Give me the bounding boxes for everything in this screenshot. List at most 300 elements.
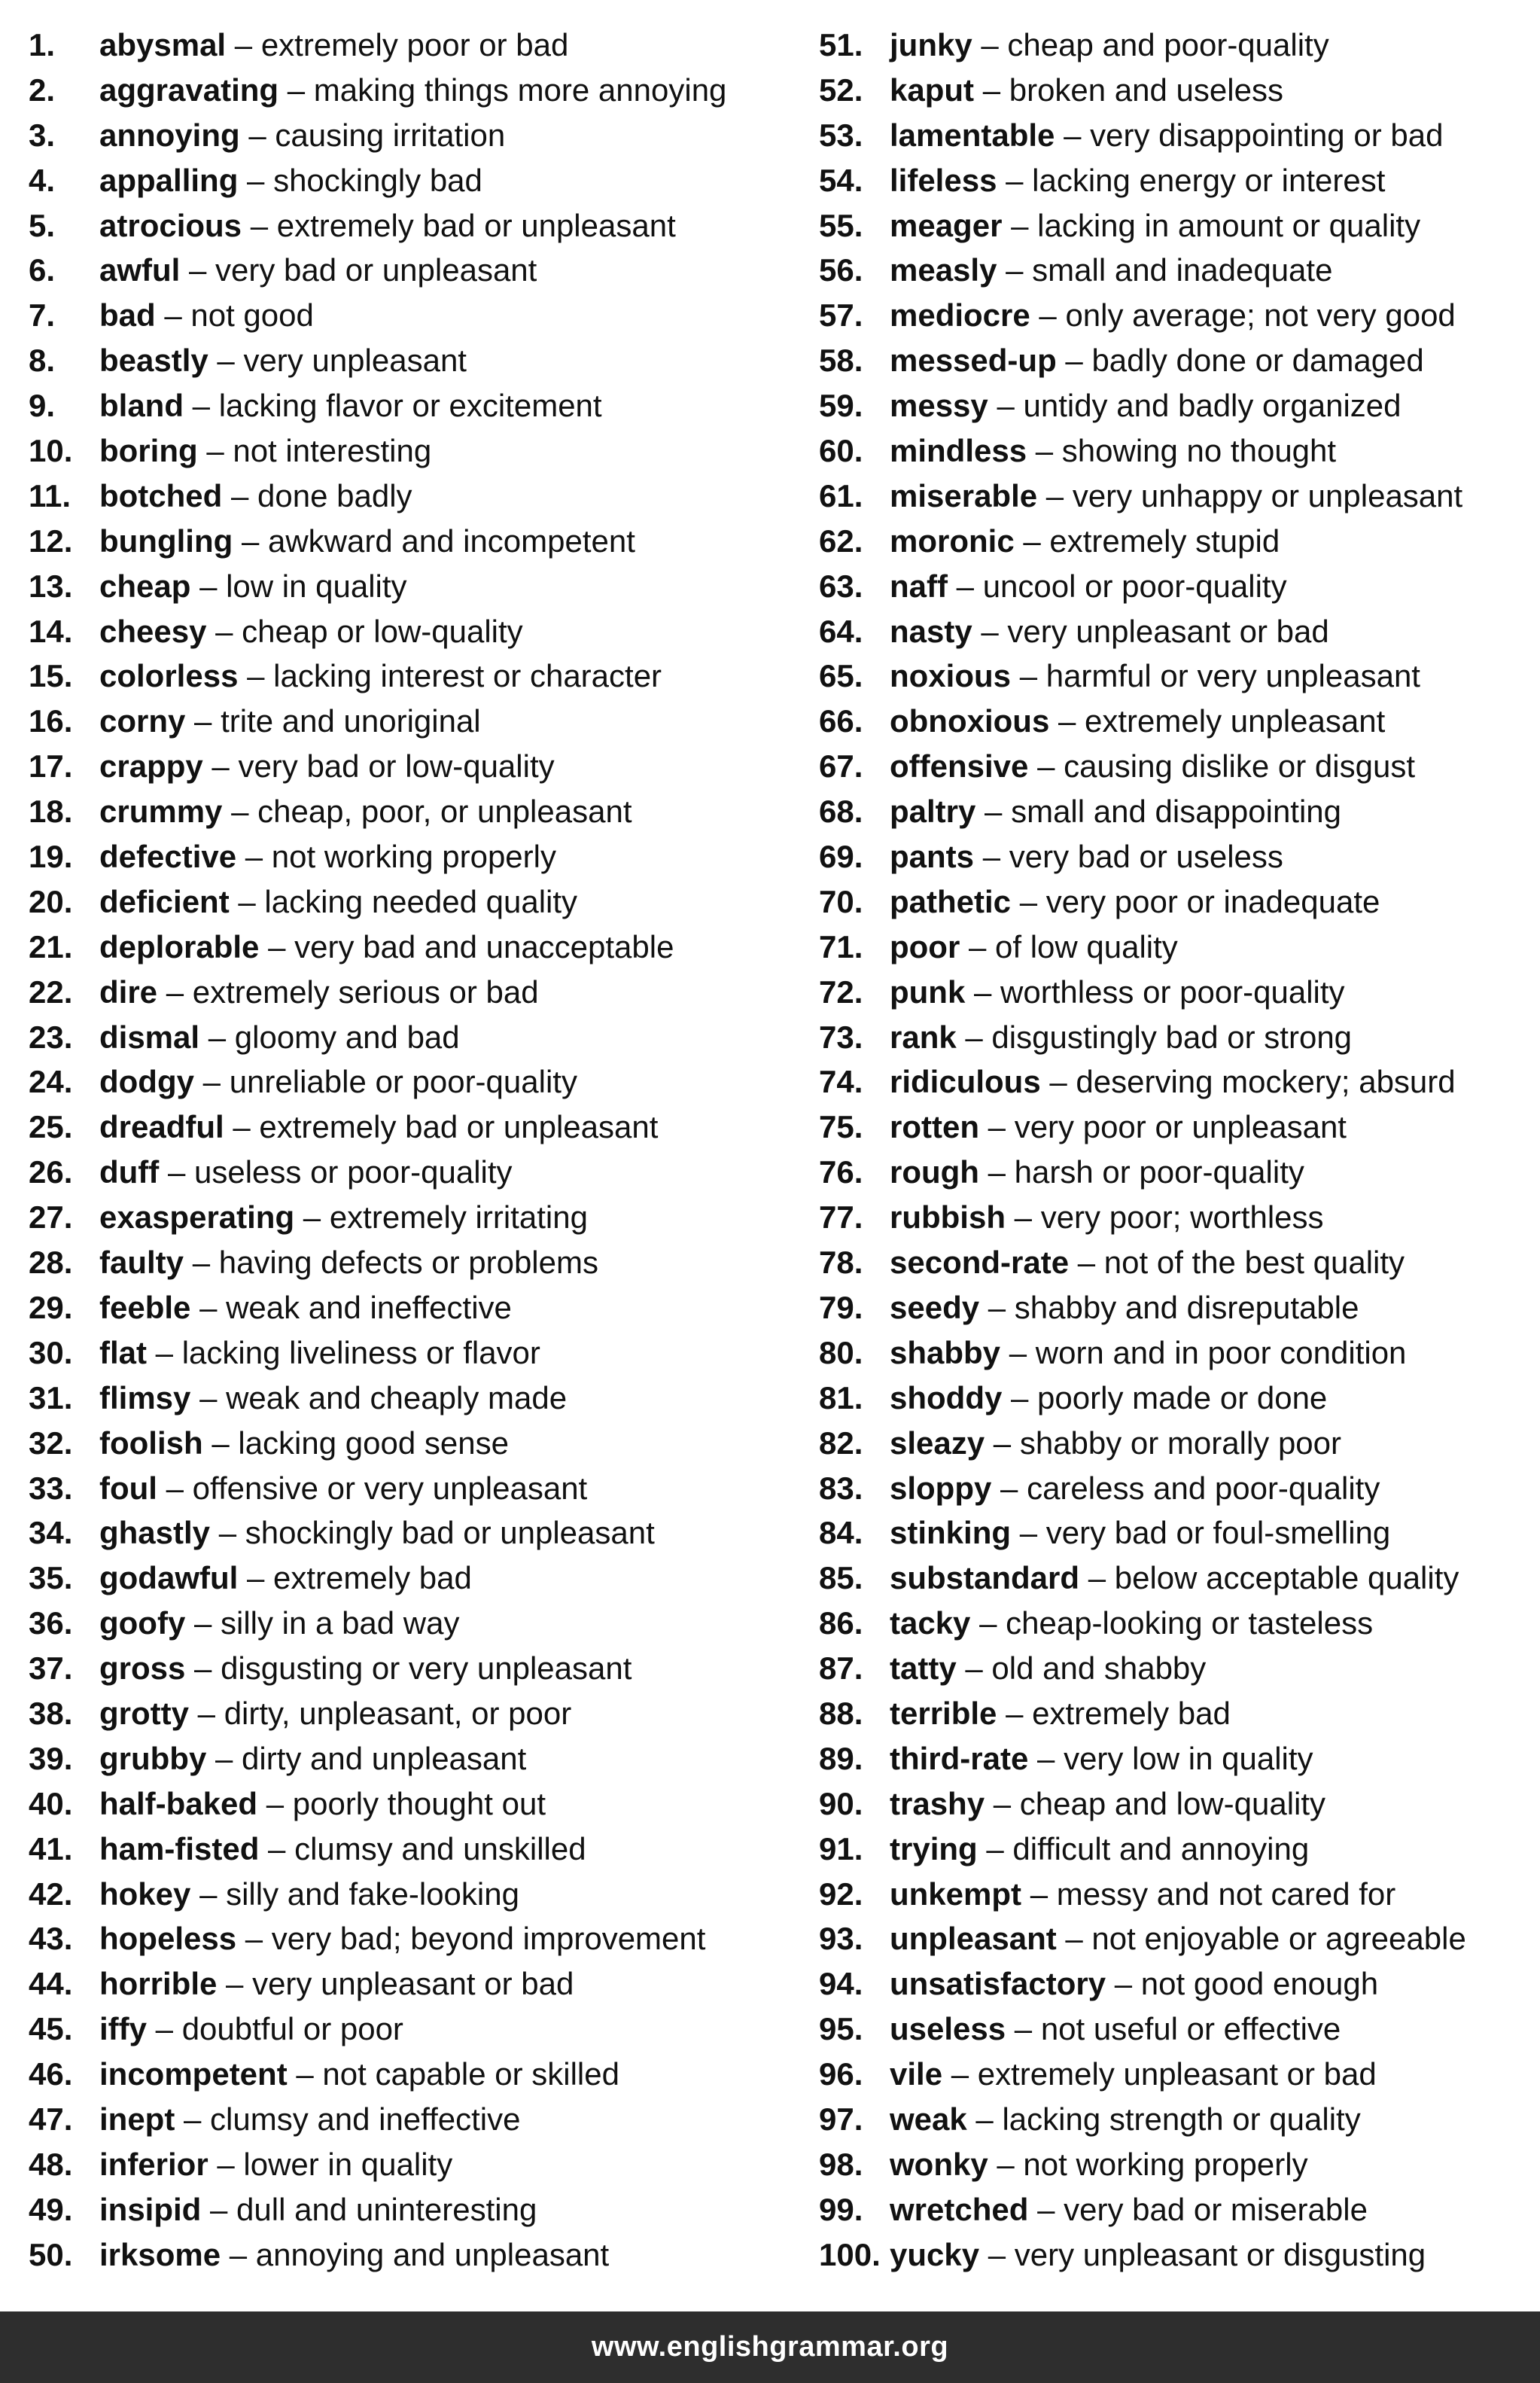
entry-separator: – [1006,252,1024,288]
entry-word: inferior [99,2146,208,2182]
entry-number: 18. [29,794,73,830]
word-entry [29,2007,781,2052]
word-entry [29,428,781,474]
entry-number: 38. [29,1695,73,1731]
word-entry [819,834,1534,879]
entry-separator: – [303,1199,321,1236]
entry-separator: – [231,477,249,513]
entry-definition: causing irritation [275,117,506,153]
entry-definition: annoying and unpleasant [255,2236,610,2272]
word-entry [819,744,1534,789]
entry-number: 5. [29,207,56,243]
word-entry [819,1736,1534,1781]
entry-separator: – [217,2146,235,2182]
entry-number: 33. [29,1470,73,1506]
word-entry [819,203,1534,248]
word-entry [819,1376,1534,1421]
entry-separator: – [993,1425,1012,1461]
entry-definition: broken and useless [1009,72,1283,108]
word-entry [819,2232,1534,2278]
entry-number: 65. [819,658,863,694]
entry-definition: not working properly [271,839,556,875]
entry-number: 32. [29,1425,73,1461]
entry-definition: lacking interest or character [273,658,662,694]
entry-number: 90. [819,1785,863,1821]
entry-word: hokey [99,1876,191,1912]
entry-word: third-rate [890,1740,1029,1776]
entry-definition: poorly made or done [1037,1379,1328,1415]
entry-definition: lacking strength or quality [1002,2101,1361,2137]
word-entry [819,2007,1534,2052]
entry-definition: dirty, unpleasant, or poor [224,1695,572,1731]
word-entry [29,1691,781,1736]
word-entry [819,23,1534,68]
entry-number: 55. [819,207,863,243]
entry-definition: causing dislike or disgust [1064,748,1415,785]
word-entry [29,1240,781,1285]
word-entry [29,1105,781,1150]
word-entry [29,113,781,158]
entry-number: 21. [29,928,73,964]
word-entry [819,1330,1534,1376]
entry-definition: weak and cheaply made [226,1379,568,1415]
word-entry [819,1240,1534,1285]
entry-word: substandard [890,1560,1080,1596]
entry-separator: – [981,613,999,649]
entry-separator: – [1049,1064,1067,1100]
entry-number: 49. [29,2191,73,2227]
entry-separator: – [215,613,233,649]
entry-separator: – [1006,1695,1024,1731]
entry-number: 37. [29,1650,73,1687]
entry-separator: – [988,1154,1006,1190]
word-entry [29,23,781,68]
entry-number: 80. [819,1334,863,1370]
entry-word: annoying [99,117,240,153]
entry-definition: awkward and incompetent [267,523,635,559]
entry-word: yucky [890,2236,980,2272]
entry-word: meager [890,207,1003,243]
word-entry [819,1105,1534,1150]
entry-number: 74. [819,1064,863,1100]
entry-definition: below acceptable quality [1114,1560,1459,1596]
word-entry [819,1781,1534,1827]
word-entry [819,2187,1534,2232]
word-entry [819,789,1534,834]
entry-word: weak [890,2101,967,2137]
entry-separator: – [231,794,249,830]
entry-word: noxious [890,658,1012,694]
entry-word: offensive [890,748,1029,785]
entry-number: 58. [819,343,863,379]
entry-definition: trite and unoriginal [221,703,481,739]
entry-definition: messy and not cared for [1056,1876,1396,1912]
word-entry [29,834,781,879]
entry-definition: lacking in amount or quality [1037,207,1421,243]
entry-definition: not of the best quality [1103,1245,1405,1281]
entry-number: 15. [29,658,73,694]
word-entry [819,1646,1534,1691]
entry-word: messy [890,388,988,424]
entry-number: 34. [29,1515,73,1551]
entry-word: lamentable [890,117,1055,153]
entry-definition: poorly thought out [292,1785,546,1821]
entry-word: stinking [890,1515,1012,1551]
entry-separator: – [233,1109,251,1145]
entry-number: 20. [29,883,73,919]
entry-definition: extremely bad or unpleasant [259,1109,659,1145]
word-entry [29,338,781,383]
entry-separator: – [194,1650,212,1687]
entry-word: bungling [99,523,233,559]
entry-definition: clumsy and ineffective [210,2101,521,2137]
entry-word: flat [99,1334,147,1370]
entry-number: 63. [819,568,863,604]
entry-definition: worthless or poor-quality [1000,974,1345,1010]
entry-word: punk [890,974,966,1010]
entry-word: faulty [99,1245,184,1281]
entry-definition: silly and fake-looking [226,1876,519,1912]
entry-separator: – [981,27,999,62]
word-entry [819,879,1534,925]
entry-number: 7. [29,297,56,334]
entry-separator: – [192,388,211,424]
entry-definition: having defects or problems [218,1245,598,1281]
entry-word: botched [99,477,223,513]
entry-word: nasty [890,613,972,649]
entry-definition: harsh or poor-quality [1014,1154,1304,1190]
entry-separator: – [212,1425,230,1461]
entry-word: messed-up [890,343,1057,379]
entry-definition: silly in a bad way [221,1605,460,1641]
entry-separator: – [1009,1334,1027,1370]
entry-number: 48. [29,2146,73,2182]
entry-word: awful [99,252,181,288]
entry-separator: – [197,1695,216,1731]
entry-definition: lacking liveliness or flavor [181,1334,540,1370]
word-list-right-column [819,23,1534,2278]
entry-word: crummy [99,794,223,830]
entry-definition: not working properly [1023,2146,1308,2182]
entry-separator: – [986,1830,1004,1866]
word-entry [819,2097,1534,2142]
word-entry [819,1556,1534,1601]
entry-separator: – [194,703,212,739]
entry-separator: – [247,658,265,694]
entry-separator: – [1030,1876,1048,1912]
entry-word: inept [99,2101,175,2137]
entry-number: 95. [819,2011,863,2047]
entry-word: miserable [890,477,1038,513]
entry-separator: – [1000,1470,1018,1506]
entry-word: rank [890,1019,957,1055]
entry-word: bland [99,388,184,424]
entry-word: poor [890,928,960,964]
entry-separator: – [212,748,230,785]
entry-word: ham-fisted [99,1830,260,1866]
footer-bar [0,2311,1540,2383]
entry-number: 88. [819,1695,863,1731]
entry-number: 2. [29,72,56,108]
word-entry [819,1510,1534,1556]
entry-separator: – [1058,703,1076,739]
entry-number: 81. [819,1379,863,1415]
entry-definition: small and disappointing [1011,794,1342,830]
entry-definition: very bad or low-quality [238,748,555,785]
entry-definition: offensive or very unpleasant [192,1470,588,1506]
entry-definition: doubtful or poor [181,2011,403,2047]
entry-separator: – [218,1515,237,1551]
entry-number: 16. [29,703,73,739]
entry-number: 50. [29,2236,73,2272]
entry-word: rough [890,1154,979,1190]
entry-word: wonky [890,2146,988,2182]
entry-separator: – [965,1019,983,1055]
entry-word: boring [99,433,198,469]
entry-definition: very poor or unpleasant [1014,1109,1347,1145]
entry-definition: shabby or morally poor [1019,1425,1342,1461]
entry-definition: extremely serious or bad [192,974,539,1010]
entry-separator: – [193,1605,212,1641]
entry-word: tatty [890,1650,957,1687]
word-entry [29,474,781,519]
word-entry [819,2052,1534,2097]
word-entry [29,1601,781,1646]
word-entry [819,1150,1534,1195]
entry-separator: – [1037,2191,1055,2227]
entry-number: 14. [29,613,73,649]
word-entry [819,293,1534,338]
entry-number: 61. [819,477,863,513]
entry-number: 11. [29,477,72,513]
entry-word: gross [99,1650,186,1687]
entry-number: 72. [819,974,863,1010]
entry-number: 31. [29,1379,73,1415]
entry-separator: – [245,1921,263,1957]
entry-word: bad [99,297,156,334]
word-entry [29,1015,781,1060]
entry-separator: – [1035,433,1054,469]
word-entry [819,970,1534,1015]
word-entry [819,1872,1534,1917]
entry-number: 29. [29,1289,73,1325]
entry-word: horrible [99,1966,218,2002]
entry-number: 92. [819,1876,863,1912]
entry-separator: – [248,117,266,153]
entry-number: 35. [29,1560,73,1596]
entry-separator: – [1011,1379,1029,1415]
entry-number: 25. [29,1109,73,1145]
entry-word: exasperating [99,1199,295,1236]
entry-separator: – [1064,117,1082,153]
entry-number: 1. [29,27,56,62]
entry-number: 53. [819,117,863,153]
entry-separator: – [192,1245,211,1281]
entry-definition: shockingly bad [273,162,482,198]
entry-word: unkempt [890,1876,1022,1912]
word-entry [29,2142,781,2187]
entry-word: kaput [890,72,975,108]
entry-separator: – [241,523,260,559]
entry-word: half-baked [99,1785,258,1821]
word-entry [819,925,1534,970]
entry-word: paltry [890,794,976,830]
entry-number: 57. [819,297,863,334]
entry-separator: – [155,2011,174,2047]
entry-word: mediocre [890,297,1030,334]
footer-url[interactable]: www.englishgrammar.org [591,2331,949,2363]
entry-definition: careless and poor-quality [1027,1470,1380,1506]
entry-number: 9. [29,388,56,424]
entry-definition: not good [190,297,314,334]
entry-definition: not good enough [1140,1966,1379,2002]
entry-number: 94. [819,1966,863,2002]
word-entry [819,1195,1534,1240]
entry-separator: – [988,1289,1006,1325]
entry-number: 23. [29,1019,73,1055]
entry-number: 10. [29,433,73,469]
word-entry [819,1916,1534,1961]
entry-word: foul [99,1470,157,1506]
entry-number: 75. [819,1109,863,1145]
word-entry [819,519,1534,564]
entry-definition: cheap and poor-quality [1007,27,1329,62]
entry-word: deficient [99,883,230,919]
entry-number: 36. [29,1605,73,1641]
entry-word: dreadful [99,1109,224,1145]
entry-number: 67. [819,748,863,785]
entry-word: cheap [99,568,191,604]
entry-definition: extremely stupid [1049,523,1280,559]
entry-separator: – [206,433,224,469]
entry-separator: – [1014,2011,1033,2047]
word-entry [819,1601,1534,1646]
word-entry [819,1421,1534,1466]
entry-word: corny [99,703,186,739]
entry-separator: – [234,27,253,62]
entry-definition: cheap and low-quality [1019,1785,1326,1821]
entry-number: 91. [819,1830,863,1866]
entry-number: 39. [29,1740,73,1776]
entry-word: terrible [890,1695,997,1731]
entry-definition: extremely unpleasant [1085,703,1386,739]
entry-word: measly [890,252,997,288]
entry-word: pathetic [890,883,1012,919]
word-entry [819,564,1534,609]
entry-number: 70. [819,883,863,919]
entry-separator: – [199,1876,218,1912]
word-entry [29,2232,781,2278]
word-entry [29,1150,781,1195]
entry-separator: – [975,2101,994,2137]
entry-definition: extremely bad [273,1560,472,1596]
entry-number: 44. [29,1966,73,2002]
entry-definition: very poor or inadequate [1045,883,1380,919]
entry-number: 100. [819,2236,881,2272]
entry-word: colorless [99,658,239,694]
entry-separator: – [997,2146,1015,2182]
entry-definition: lacking flavor or excitement [218,388,602,424]
entry-separator: – [985,794,1003,830]
entry-definition: unreliable or poor-quality [229,1064,577,1100]
entry-number: 4. [29,162,56,198]
entry-number: 68. [819,794,863,830]
entry-word: shoddy [890,1379,1003,1415]
word-entry [29,1736,781,1781]
entry-definition: very unpleasant or bad [252,1966,574,2002]
entry-number: 99. [819,2191,863,2227]
entry-separator: – [208,1019,227,1055]
entry-number: 59. [819,388,863,424]
entry-word: second-rate [890,1245,1070,1281]
entry-word: flimsy [99,1379,191,1415]
word-entry [29,1376,781,1421]
entry-definition: very bad; beyond improvement [271,1921,706,1957]
word-entry [819,2142,1534,2187]
entry-number: 69. [819,839,863,875]
entry-number: 40. [29,1785,73,1821]
entry-separator: – [164,297,182,334]
entry-word: appalling [99,162,239,198]
entry-definition: useless or poor-quality [194,1154,513,1190]
entry-definition: very bad or miserable [1064,2191,1368,2227]
entry-separator: – [1039,297,1057,334]
word-entry [819,1466,1534,1511]
word-entry [29,699,781,744]
entry-word: duff [99,1154,160,1190]
entry-definition: very unpleasant or disgusting [1014,2236,1426,2272]
word-entry [29,158,781,203]
word-entry [819,699,1534,744]
entry-word: rotten [890,1109,979,1145]
entry-number: 47. [29,2101,73,2137]
entry-separator: – [1114,1966,1133,2002]
word-entry [29,1781,781,1827]
entry-definition: not interesting [233,433,432,469]
entry-separator: – [266,1785,285,1821]
entry-definition: very unpleasant or bad [1007,613,1329,649]
entry-word: lifeless [890,162,997,198]
entry-separator: – [1023,523,1041,559]
entry-definition: extremely bad [1032,1695,1231,1731]
entry-number: 46. [29,2056,73,2092]
entry-definition: not capable or skilled [322,2056,619,2092]
entry-separator: – [226,1966,244,2002]
entry-definition: extremely unpleasant or bad [977,2056,1377,2092]
entry-definition: shockingly bad or unpleasant [245,1515,655,1551]
word-entry [819,1285,1534,1330]
entry-definition: extremely irritating [329,1199,588,1236]
entry-definition: making things more annoying [313,72,727,108]
entry-separator: – [982,839,1001,875]
entry-word: goofy [99,1605,186,1641]
word-entry [29,68,781,113]
entry-separator: – [1077,1245,1096,1281]
entry-separator: – [1088,1560,1106,1596]
entry-definition: uncool or poor-quality [982,568,1287,604]
word-entry [29,654,781,699]
entry-word: hopeless [99,1921,237,1957]
entry-separator: – [217,343,235,379]
entry-number: 66. [819,703,863,739]
word-entry [29,1059,781,1105]
entry-definition: weak and ineffective [226,1289,512,1325]
entry-word: mindless [890,433,1027,469]
entry-word: wretched [890,2191,1029,2227]
entry-definition: very disappointing or bad [1090,117,1444,153]
entry-number: 28. [29,1245,73,1281]
entry-definition: shabby and disreputable [1014,1289,1359,1325]
